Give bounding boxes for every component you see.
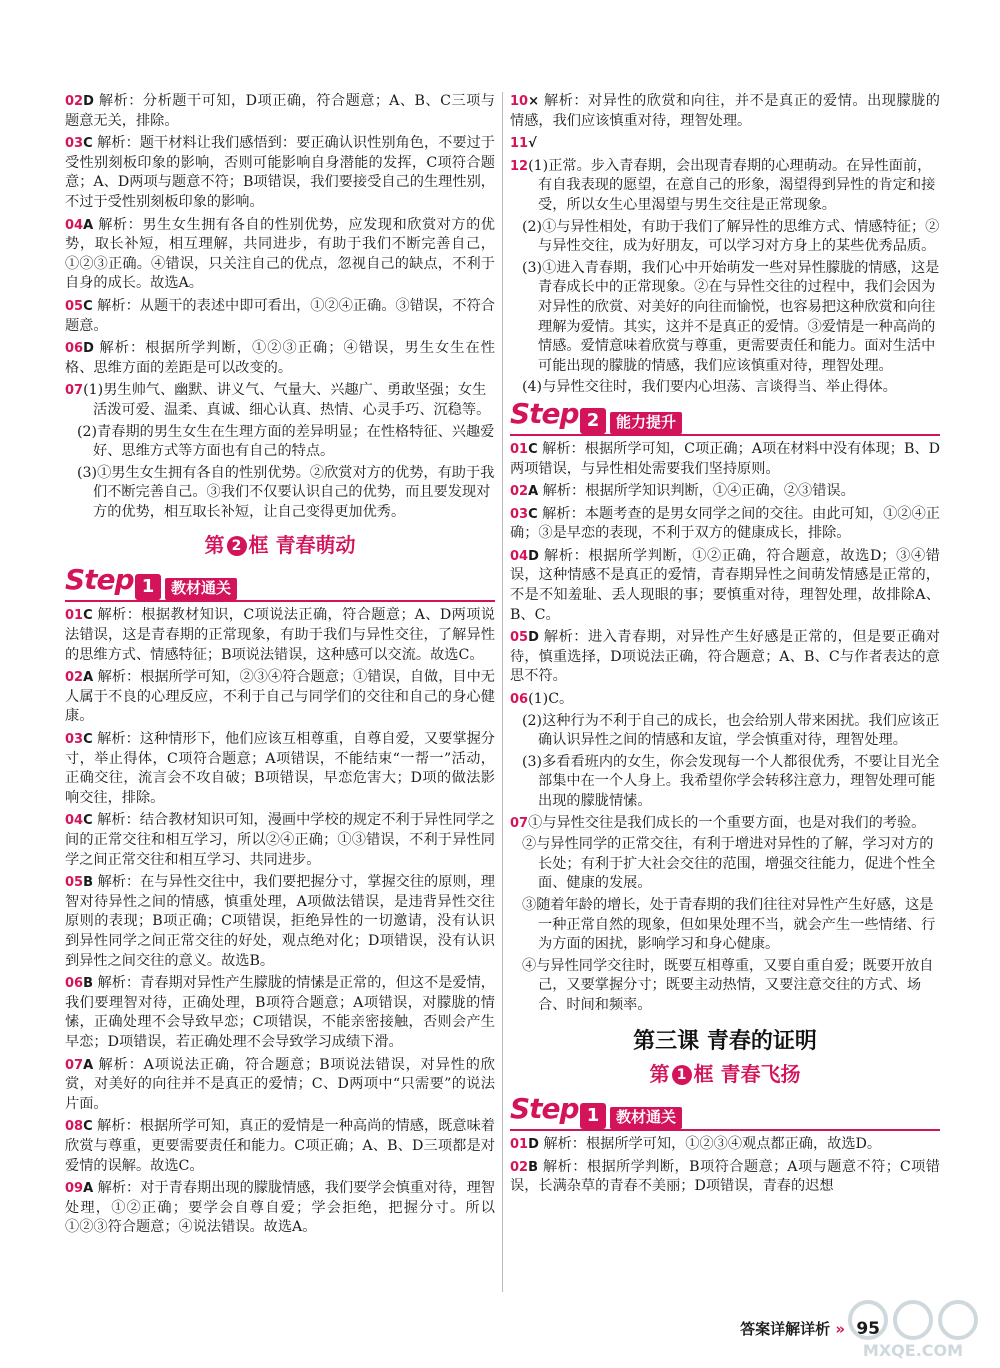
answer-item: 04D 解析：根据所学判断，①②正确，符合题意，故选D；③④错误，这种情感不是真正的爱情，青春期异性之间萌发情感是正常的，不是不知羞耻、丢人现眼的事；要慎重对待，理智处理，故排除A、B、C。 [510,547,940,623]
answer-item: 03C 解析：本题考查的是男女同学之间的交往。由此可知，①②④正确；③是早恋的表现，不利于双方的健康成长，排除。 [510,505,940,542]
answer-item: 02A 解析：根据所学可知，②③④符合题意；①错误，自做，目中无人属于不良的心理反应，不利于自己与同学们的交往和自己的身心健康。 [65,669,495,725]
answer-item: 08C 解析：根据所学可知，真正的爱情是一种高尚的情感，既意味着欣赏与尊重，更要需要责任和能力。C项正确；A、B、D三项都是对爱情的误解。故选C。 [65,1118,495,1174]
answer-item: 03C 解析：题干材料让我们感悟到：要正确认识性别角色，不要过于受性别刻板印象的影响，否则可能影响自身潜能的发挥，C项符合题意；A、D两项与题意不符；B项错误，我们要接受自己的生理性别，不过于受性别刻板印象的影响。 [65,135,495,210]
answer-item-06: 06(1)C。 (2)这种行为不利于自己的成长，也会给别人带来困扰。我们应该正确认识异性之间的情感和友谊，学会慎重对待，理智处理。 (3)多看看班内的女生，你会发现每一个人都很优秀，不要让目光全部集中在一个人身上。我希望你学会转移注意力，理智处理可能出现的朦胧情愫。 [510,691,940,809]
left-column [65,92,495,1241]
answer-item: 07A 解析：A项说法正确，符合题意；B项说法错误，对异性的欣赏，对美好的向往并不是真正的爱情；C、D两项中“只需要”的说法片面。 [65,1056,495,1112]
left-answers-block2 [65,606,495,1237]
column-divider [502,92,503,1292]
step-1-header [510,1092,940,1131]
answer-item: 04A 解析：男生女生拥有各自的性别优势，应发现和欣赏对方的优势，取长补短，相互理解，共同进步，有助于我们不断完善自己，①②③正确。④错误，只关注自己的优点，忽视自己的缺点，不利于自身的成长。故选A。 [65,216,495,292]
left-answers-block1 [65,92,495,522]
answer-item: 05D 解析：进入青春期，对异性产生好感是正常的，但是要正确对待，慎重选择，D项说法正确，符合题意；A、B、C与作者表达的意思不符。 [510,629,940,685]
right-answers-block2 [510,440,940,1016]
frame-title: 第 2 框 青春萌动 [204,533,356,558]
answer-item: 06B 解析：青春期对异性产生朦胧的情愫是正常的，但这不是爱情，我们要理智对待，正确处理，B项符合题意；A项错误，对朦胧的情愫，正确处理不会导致早恋；C项错误，不能亲密接触，否则会产生早恋；D项错误，若正确处理不会导致学习成绩下滑。 [65,975,495,1050]
page-number: 95 [856,1319,880,1339]
answer-item: 05B 解析：在与异性交往中，我们要把握分寸，掌握交往的原则，理智对待异性之间的情感，慎重处理，A项做法错误，是违背异性交往原则的表现；B项正确；C项错误，拒绝异性的一切邀请，没有认识到异性同学之间正常交往的好处，观点绝对化；D项错误，没有认识到异性之间交往的意义。故选B。 [65,874,495,969]
lesson-title: 第三课 青春的证明 [633,1028,817,1054]
step-label: 教材通关 [610,1107,682,1129]
answer-item: 11√ [510,136,537,152]
frame-number-badge: 2 [227,536,247,556]
frame-number-badge: 1 [672,1065,692,1085]
step-word: Step [65,563,134,597]
answer-item: 04C 解析：结合教材知识可知，漫画中学校的规定不利于异性同学之间的正常交往和相互学习，所以②④正确；①③错误，不利于异性同学之间正常交往和相互学习、共同进步。 [65,812,495,868]
step-word: Step [510,396,579,430]
answer-item: 02B 解析：根据所学判断，B项符合题意；A项与题意不符；C项错误，长满杂草的青春不美丽；D项错误，青春的迟想 [510,1158,940,1195]
step-number-badge: 1 [580,1103,606,1129]
answer-item: 01D 解析：根据所学可知，①②③④观点都正确，故选D。 [510,1136,882,1153]
answer-item: 01C 解析：根据教材知识，C项说法正确，符合题意；A、D两项说法错误，这是青春期的正常现象，有助于我们与异性交往，了解异性的思维方式、情感特征；B项说法错误，这种感可以交流。故选C。 [65,607,495,663]
right-column [510,92,940,1200]
answer-item: 05C 解析：从题干的表述中即可看出，①②④正确。③错误，不符合题意。 [65,297,495,334]
answer-item: 09A 解析：对于青春期出现的朦胧情感，我们要学会慎重对待，理智处理，①②正确；要学会自尊自爱；学会拒绝，把握分寸。所以①②③符合题意；④说法错误。故选A。 [65,1180,495,1236]
footer-arrow-icon: » [835,1320,846,1338]
watermark-logo [838,1296,988,1362]
right-answers-block1 [510,92,940,398]
answer-item: 03C 解析：这种情形下，他们应该互相尊重，自尊自爱，又要掌握分寸，举止得体，C项符合题意；A项错误，不能结束“一帮一”活动，正确交往，流言会不攻自破；B项错误，早恋危害大；D项的做法影响交往，排除。 [65,731,495,806]
step-number-badge: 2 [580,408,606,434]
step-label: 教材通关 [165,578,237,600]
step-1-header [65,563,495,602]
step-underline [65,600,495,602]
answer-item-12: 12(1)正常。步入青春期，会出现青春期的心理萌动。在异性面前，有自我表现的愿望，在意自己的形象，渴望得到异性的肯定和接受，所以女生心里渴望与男生交往是正常现象。 (2)①与异性相处，有助于我们了解异性的思维方式、情感特征；②与异性交往，成为好朋友，可以学习对方身上的某些优秀品质。 (3)①进入青春期，我们心中开始萌发一些对异性朦胧的情感，这是青春成长中的正常现象。②在与异性交往的过程中，我们会因为对异性的欣赏、对美好的向往而愉悦，也容易把这种欣赏和向往理解为爱情。其实，这并不是真正的爱情。③爱情是一种高尚的情感。爱情意味着欣赏与尊重，更需要责任和能力。面对生活中可能出现的朦胧的情感，我们应该慎重对待，理智处理。 (4)与异性交往时，我们要内心坦荡、言谈得当、举止得体。 [510,157,940,396]
right-answers-block3 [510,1135,940,1197]
step-underline [510,1129,940,1131]
svg-text:MXQE.COM: MXQE.COM [862,1341,964,1360]
step-number-badge: 1 [135,574,161,600]
footer-label: 答案详解详析 [740,1320,831,1338]
step-word: Step [510,1092,579,1126]
answer-item-07: 07①与异性交往是我们成长的一个重要方面，也是对我们的考验。 ②与异性同学的正常交往，有利于增进对异性的了解，学习对方的长处；有利于扩大社会交往的范围，增强交往能力，促进个性全面、健康的发展。 ③随着年龄的增长，处于青春期的我们往往对异性产生好感，这是一种正常自然的现象，但如果处理不当，就会产生一些情绪、行为方面的困扰，影响学习和身心健康。 ④与异性同学交往时，既要互相尊重，又要自重自爱；既要开放自己，又要掌握分寸；既要主动热情，又要注意交往的方式、场合、时间和频率。 [510,814,936,1013]
answer-item-07: 07(1)男生帅气、幽默、讲义气、气量大、兴趣广、勇敢坚强；女生活泼可爱、温柔、真诚、细心认真、热情、心灵手巧、沉稳等。 (2)青春期的男生女生在生理方面的差异明显；在性格特征、兴趣爱好、思维方式等方面也有自己的特点。 (3)①男生女生拥有各自的性别优势。②欣赏对方的优势，有助于我们不断完善自己。③我们不仅要认识自己的优势，而且要发现对方的优势，相互取长补短，让自己变得更加优秀。 [65,382,495,520]
step-underline [510,434,940,436]
answer-item: 02A 解析：根据所学知识判断，①④正确，②③错误。 [510,483,855,500]
answer-item: 02D 解析：分析题干可知，D项正确，符合题意；A、B、C三项与题意无关，排除。 [65,93,495,129]
frame-title: 第 1 框 青春飞扬 [649,1062,801,1087]
answer-item: 06D 解析：根据所学判断，①②③正确；④错误，男生女生在性格、思维方面的差距是可以改变的。 [65,340,495,376]
step-2-header [510,396,940,436]
step-label: 能力提升 [610,412,682,434]
answer-item: 10× 解析：对异性的欣赏和向往，并不是真正的爱情。出现朦胧的情感，我们应该慎重对待，理智处理。 [510,93,940,129]
answer-item: 01C 解析：根据所学可知，C项正确；A项在材料中没有体现；B、D两项错误，与异性相处需要我们坚持原则。 [510,440,940,477]
